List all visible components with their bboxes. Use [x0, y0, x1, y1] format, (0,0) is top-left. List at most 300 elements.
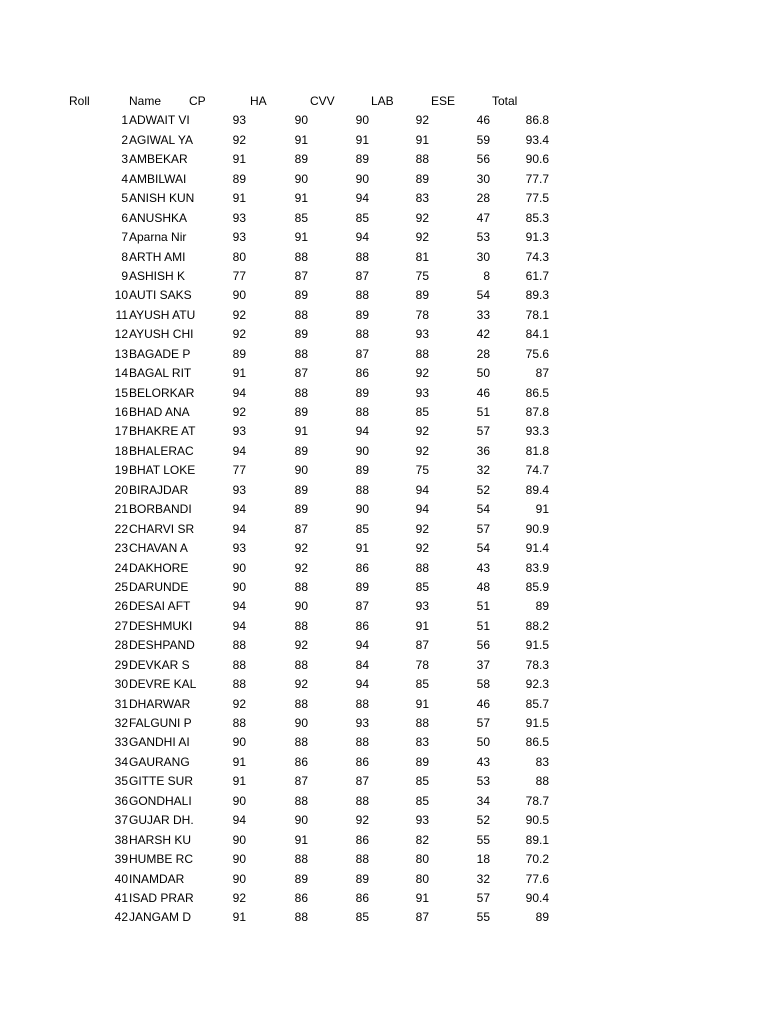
cell-name[interactable]: ANISH KUN [129, 191, 195, 206]
cell-cvv[interactable]: 90 [355, 171, 369, 186]
cell-total[interactable]: 70.2 [525, 852, 549, 867]
cell-ha[interactable]: 89 [294, 871, 308, 886]
cell-name[interactable]: AUTI SAKS [129, 288, 192, 303]
cell-cvv[interactable]: 87 [355, 599, 369, 614]
cell-lab[interactable]: 85 [415, 579, 429, 594]
cell-name[interactable]: GANDHI AI [129, 735, 190, 750]
cell-ese[interactable]: 54 [476, 541, 490, 556]
cell-cp[interactable]: 90 [232, 288, 246, 303]
cell-cp[interactable]: 88 [232, 677, 246, 692]
cell-total[interactable]: 85.3 [525, 210, 549, 225]
cell-total[interactable]: 75.6 [525, 346, 549, 361]
cell-cp[interactable]: 93 [232, 541, 246, 556]
cell-ha[interactable]: 89 [294, 152, 308, 167]
cell-cvv[interactable]: 88 [355, 482, 369, 497]
cell-cvv[interactable]: 88 [355, 735, 369, 750]
cell-roll[interactable]: 4 [121, 171, 128, 186]
cell-ha[interactable]: 89 [294, 327, 308, 342]
cell-cp[interactable]: 91 [232, 774, 246, 789]
cell-ese[interactable]: 8 [483, 268, 490, 283]
cell-lab[interactable]: 85 [415, 793, 429, 808]
cell-name[interactable]: BHALERAC [129, 443, 194, 458]
cell-roll[interactable]: 5 [121, 191, 128, 206]
cell-total[interactable]: 87 [535, 366, 549, 381]
cell-total[interactable]: 88.2 [525, 618, 549, 633]
cell-name[interactable]: HARSH KU [129, 832, 192, 847]
cell-ha[interactable]: 92 [294, 541, 308, 556]
header-total[interactable]: Total [492, 94, 518, 108]
cell-total[interactable]: 77.6 [525, 871, 549, 886]
header-cp[interactable]: CP [189, 94, 206, 108]
cell-cp[interactable]: 93 [232, 210, 246, 225]
cell-ese[interactable]: 55 [476, 832, 490, 847]
cell-total[interactable]: 83.9 [525, 560, 549, 575]
cell-roll[interactable]: 37 [114, 813, 128, 828]
cell-lab[interactable]: 93 [415, 813, 429, 828]
cell-ese[interactable]: 47 [476, 210, 490, 225]
cell-lab[interactable]: 78 [415, 657, 429, 672]
cell-lab[interactable]: 82 [415, 832, 429, 847]
cell-cvv[interactable]: 87 [355, 774, 369, 789]
cell-cp[interactable]: 89 [232, 171, 246, 186]
cell-ese[interactable]: 42 [476, 327, 490, 342]
cell-cp[interactable]: 90 [232, 871, 246, 886]
cell-roll[interactable]: 15 [114, 385, 128, 400]
cell-cp[interactable]: 90 [232, 560, 246, 575]
cell-cvv[interactable]: 89 [355, 871, 369, 886]
cell-total[interactable]: 86.8 [525, 113, 549, 128]
cell-ese[interactable]: 53 [476, 230, 490, 245]
cell-cp[interactable]: 91 [232, 152, 246, 167]
cell-cvv[interactable]: 85 [355, 210, 369, 225]
cell-ese[interactable]: 30 [476, 249, 490, 264]
cell-cp[interactable]: 80 [232, 249, 246, 264]
cell-roll[interactable]: 24 [114, 560, 128, 575]
cell-ese[interactable]: 37 [476, 657, 490, 672]
cell-ha[interactable]: 87 [294, 521, 308, 536]
cell-cp[interactable]: 88 [232, 657, 246, 672]
cell-name[interactable]: DESHMUKI [129, 618, 193, 633]
cell-cvv[interactable]: 86 [355, 890, 369, 905]
cell-total[interactable]: 93.4 [525, 132, 549, 147]
cell-total[interactable]: 61.7 [525, 268, 549, 283]
cell-cp[interactable]: 88 [232, 716, 246, 730]
cell-cvv[interactable]: 86 [355, 366, 369, 381]
cell-ese[interactable]: 33 [476, 307, 490, 322]
cell-cvv[interactable]: 87 [355, 346, 369, 361]
cell-cp[interactable]: 93 [232, 113, 246, 128]
cell-cp[interactable]: 92 [232, 405, 246, 419]
cell-ha[interactable]: 88 [294, 385, 308, 400]
cell-total[interactable]: 86.5 [525, 385, 549, 400]
cell-name[interactable]: DEVRE KAL [129, 677, 197, 692]
cell-roll[interactable]: 34 [114, 754, 128, 769]
cell-name[interactable]: DARUNDE [129, 579, 189, 594]
cell-cvv[interactable]: 89 [355, 385, 369, 400]
cell-cvv[interactable]: 86 [355, 832, 369, 847]
cell-cvv[interactable]: 88 [355, 249, 369, 264]
cell-name[interactable]: DAKHORE [129, 560, 189, 575]
cell-ese[interactable]: 48 [476, 579, 490, 594]
cell-ha[interactable]: 90 [294, 463, 308, 478]
cell-ese[interactable]: 57 [476, 521, 490, 536]
cell-ha[interactable]: 91 [294, 230, 308, 245]
cell-ha[interactable]: 88 [294, 579, 308, 594]
cell-roll[interactable]: 12 [114, 327, 128, 342]
cell-cp[interactable]: 77 [232, 463, 246, 478]
cell-cvv[interactable]: 93 [355, 716, 369, 730]
cell-roll[interactable]: 31 [114, 696, 128, 711]
cell-ha[interactable]: 91 [294, 424, 308, 439]
cell-name[interactable]: GUJAR DH. [129, 813, 194, 828]
cell-roll[interactable]: 42 [114, 910, 128, 925]
cell-roll[interactable]: 25 [114, 579, 128, 594]
cell-roll[interactable]: 33 [114, 735, 128, 750]
cell-lab[interactable]: 87 [415, 910, 429, 925]
cell-cvv[interactable]: 88 [355, 288, 369, 303]
cell-name[interactable]: AYUSH CHI [129, 327, 194, 342]
cell-roll[interactable]: 2 [121, 132, 128, 147]
cell-name[interactable]: ARTH AMI [129, 249, 186, 264]
cell-ha[interactable]: 92 [294, 677, 308, 692]
cell-roll[interactable]: 27 [114, 618, 128, 633]
cell-ese[interactable]: 50 [476, 366, 490, 381]
cell-ese[interactable]: 51 [476, 618, 490, 633]
cell-name[interactable]: DHARWAR [129, 696, 191, 711]
cell-ha[interactable]: 85 [294, 210, 308, 225]
cell-name[interactable]: CHARVI SR [129, 521, 195, 536]
cell-name[interactable]: BIRAJDAR [129, 482, 189, 497]
cell-lab[interactable]: 89 [415, 754, 429, 769]
cell-ese[interactable]: 46 [476, 113, 490, 128]
cell-total[interactable]: 91 [535, 502, 549, 517]
cell-roll[interactable]: 16 [114, 405, 128, 419]
cell-roll[interactable]: 35 [114, 774, 128, 789]
cell-lab[interactable]: 85 [415, 405, 429, 419]
cell-cvv[interactable]: 85 [355, 910, 369, 925]
cell-roll[interactable]: 23 [114, 541, 128, 556]
cell-cvv[interactable]: 94 [355, 638, 369, 653]
cell-roll[interactable]: 39 [114, 852, 128, 867]
cell-ha[interactable]: 90 [294, 113, 308, 128]
cell-cvv[interactable]: 86 [355, 560, 369, 575]
cell-cvv[interactable]: 84 [355, 657, 369, 672]
cell-cp[interactable]: 94 [232, 599, 246, 614]
cell-cvv[interactable]: 90 [355, 113, 369, 128]
cell-name[interactable]: BAGADE P [129, 346, 191, 361]
cell-total[interactable]: 83 [535, 754, 549, 769]
cell-cp[interactable]: 94 [232, 385, 246, 400]
cell-ha[interactable]: 88 [294, 735, 308, 750]
cell-lab[interactable]: 92 [415, 443, 429, 458]
cell-roll[interactable]: 14 [114, 366, 128, 381]
cell-ha[interactable]: 88 [294, 657, 308, 672]
cell-cp[interactable]: 90 [232, 832, 246, 847]
cell-lab[interactable]: 92 [415, 424, 429, 439]
cell-lab[interactable]: 94 [415, 482, 429, 497]
cell-lab[interactable]: 92 [415, 541, 429, 556]
cell-cvv[interactable]: 94 [355, 191, 369, 206]
cell-name[interactable]: DEVKAR S [129, 657, 190, 672]
cell-name[interactable]: AMBEKAR [129, 152, 188, 167]
cell-name[interactable]: CHAVAN A [129, 541, 188, 556]
cell-cp[interactable]: 91 [232, 191, 246, 206]
cell-total[interactable]: 91.5 [525, 638, 549, 653]
cell-total[interactable]: 86.5 [525, 735, 549, 750]
cell-cvv[interactable]: 86 [355, 618, 369, 633]
cell-name[interactable]: BHAT LOKE [129, 463, 196, 478]
cell-total[interactable]: 85.7 [525, 696, 549, 711]
cell-ha[interactable]: 89 [294, 288, 308, 303]
cell-ese[interactable]: 52 [476, 482, 490, 497]
cell-cp[interactable]: 93 [232, 230, 246, 245]
cell-roll[interactable]: 3 [121, 152, 128, 167]
cell-ese[interactable]: 30 [476, 171, 490, 186]
cell-total[interactable]: 89.1 [525, 832, 549, 847]
cell-roll[interactable]: 40 [114, 871, 128, 886]
cell-lab[interactable]: 80 [415, 871, 429, 886]
cell-total[interactable]: 90.6 [525, 152, 549, 167]
cell-ese[interactable]: 46 [476, 696, 490, 711]
cell-ha[interactable]: 87 [294, 774, 308, 789]
cell-lab[interactable]: 92 [415, 230, 429, 245]
cell-name[interactable]: GITTE SUR [129, 774, 194, 789]
cell-ese[interactable]: 54 [476, 288, 490, 303]
cell-cp[interactable]: 90 [232, 793, 246, 808]
cell-ha[interactable]: 91 [294, 832, 308, 847]
cell-cvv[interactable]: 89 [355, 307, 369, 322]
cell-ese[interactable]: 54 [476, 502, 490, 517]
cell-total[interactable]: 91.5 [525, 716, 549, 730]
cell-cp[interactable]: 88 [232, 638, 246, 653]
cell-lab[interactable]: 75 [415, 268, 429, 283]
cell-roll[interactable]: 9 [121, 268, 128, 283]
cell-lab[interactable]: 89 [415, 288, 429, 303]
cell-ha[interactable]: 87 [294, 366, 308, 381]
cell-total[interactable]: 74.7 [525, 463, 549, 478]
cell-cp[interactable]: 92 [232, 307, 246, 322]
header-ha[interactable]: HA [250, 94, 267, 108]
cell-name[interactable]: Aparna Nir [129, 230, 187, 245]
cell-cp[interactable]: 94 [232, 443, 246, 458]
cell-total[interactable]: 92.3 [525, 677, 549, 692]
cell-cp[interactable]: 94 [232, 521, 246, 536]
cell-roll[interactable]: 38 [114, 832, 128, 847]
cell-roll[interactable]: 18 [114, 443, 128, 458]
cell-total[interactable]: 85.9 [525, 579, 549, 594]
cell-roll[interactable]: 11 [115, 307, 128, 322]
cell-lab[interactable]: 75 [415, 463, 429, 478]
cell-lab[interactable]: 92 [415, 113, 429, 128]
cell-lab[interactable]: 83 [415, 191, 429, 206]
cell-total[interactable]: 78.1 [525, 307, 549, 322]
cell-total[interactable]: 77.5 [525, 191, 549, 206]
cell-ese[interactable]: 46 [476, 385, 490, 400]
cell-total[interactable]: 89 [535, 599, 549, 614]
cell-roll[interactable]: 41 [114, 890, 128, 905]
cell-cvv[interactable]: 88 [355, 696, 369, 711]
cell-total[interactable]: 90.4 [525, 890, 549, 905]
cell-roll[interactable]: 20 [114, 482, 128, 497]
cell-ha[interactable]: 92 [294, 560, 308, 575]
cell-total[interactable]: 81.8 [525, 443, 549, 458]
cell-cvv[interactable]: 92 [355, 813, 369, 828]
cell-name[interactable]: ASHISH K [129, 268, 186, 283]
cell-total[interactable]: 87.8 [525, 405, 549, 419]
cell-ha[interactable]: 88 [294, 307, 308, 322]
cell-ese[interactable]: 55 [476, 910, 490, 925]
cell-cp[interactable]: 92 [232, 132, 246, 147]
cell-roll[interactable]: 28 [114, 638, 128, 653]
cell-cvv[interactable]: 89 [355, 579, 369, 594]
cell-ha[interactable]: 88 [294, 249, 308, 264]
cell-ese[interactable]: 51 [476, 599, 490, 614]
cell-ese[interactable]: 34 [476, 793, 490, 808]
cell-roll[interactable]: 17 [114, 424, 128, 439]
cell-name[interactable]: AGIWAL YA [129, 132, 194, 147]
cell-cvv[interactable]: 88 [355, 852, 369, 867]
cell-ese[interactable]: 58 [476, 677, 490, 692]
cell-cvv[interactable]: 94 [355, 230, 369, 245]
cell-lab[interactable]: 89 [415, 171, 429, 186]
cell-ese[interactable]: 50 [476, 735, 490, 750]
cell-cp[interactable]: 94 [232, 618, 246, 633]
cell-ese[interactable]: 18 [476, 852, 490, 867]
cell-cp[interactable]: 77 [232, 268, 246, 283]
cell-cvv[interactable]: 85 [355, 521, 369, 536]
cell-roll[interactable]: 6 [121, 210, 128, 225]
cell-ha[interactable]: 88 [294, 910, 308, 925]
cell-lab[interactable]: 88 [415, 716, 429, 730]
cell-lab[interactable]: 93 [415, 599, 429, 614]
cell-roll[interactable]: 22 [114, 521, 128, 536]
header-lab[interactable]: LAB [371, 94, 394, 108]
cell-roll[interactable]: 7 [121, 230, 128, 245]
cell-cvv[interactable]: 88 [355, 405, 369, 419]
cell-total[interactable]: 78.3 [525, 657, 549, 672]
cell-cp[interactable]: 90 [232, 852, 246, 867]
cell-roll[interactable]: 10 [114, 288, 128, 303]
cell-ese[interactable]: 53 [476, 774, 490, 789]
header-ese[interactable]: ESE [431, 94, 456, 108]
cell-cvv[interactable]: 88 [355, 327, 369, 342]
cell-roll[interactable]: 21 [114, 502, 128, 517]
cell-name[interactable]: ISAD PRAR [129, 890, 194, 905]
cell-lab[interactable]: 92 [415, 366, 429, 381]
cell-name[interactable]: JANGAM D [129, 910, 192, 925]
cell-ha[interactable]: 90 [294, 716, 308, 730]
cell-cvv[interactable]: 94 [355, 424, 369, 439]
cell-ese[interactable]: 36 [476, 443, 490, 458]
cell-lab[interactable]: 91 [415, 890, 429, 905]
cell-roll[interactable]: 32 [114, 716, 128, 730]
cell-roll[interactable]: 13 [114, 346, 128, 361]
cell-ha[interactable]: 87 [294, 268, 308, 283]
cell-lab[interactable]: 92 [415, 521, 429, 536]
cell-name[interactable]: DESHPAND [129, 638, 195, 653]
cell-total[interactable]: 78.7 [525, 793, 549, 808]
cell-total[interactable]: 84.1 [525, 327, 549, 342]
cell-roll[interactable]: 36 [114, 793, 128, 808]
cell-cvv[interactable]: 94 [355, 677, 369, 692]
cell-name[interactable]: INAMDAR [129, 871, 185, 886]
cell-total[interactable]: 77.7 [525, 171, 549, 186]
cell-cp[interactable]: 92 [232, 327, 246, 342]
cell-ha[interactable]: 86 [294, 754, 308, 769]
cell-lab[interactable]: 85 [415, 774, 429, 789]
cell-lab[interactable]: 81 [415, 249, 429, 264]
cell-total[interactable]: 93.3 [525, 424, 549, 439]
cell-cvv[interactable]: 89 [355, 463, 369, 478]
cell-cvv[interactable]: 89 [355, 152, 369, 167]
cell-lab[interactable]: 78 [415, 307, 429, 322]
cell-ha[interactable]: 90 [294, 171, 308, 186]
cell-ha[interactable]: 91 [294, 132, 308, 147]
cell-ese[interactable]: 52 [476, 813, 490, 828]
cell-total[interactable]: 91.3 [525, 230, 549, 245]
cell-ha[interactable]: 88 [294, 793, 308, 808]
cell-name[interactable]: BELORKAR [129, 385, 195, 400]
cell-ha[interactable]: 89 [294, 502, 308, 517]
cell-ha[interactable]: 91 [294, 191, 308, 206]
cell-cp[interactable]: 92 [232, 696, 246, 711]
cell-cp[interactable]: 90 [232, 579, 246, 594]
cell-ha[interactable]: 89 [294, 482, 308, 497]
cell-ese[interactable]: 57 [476, 424, 490, 439]
cell-name[interactable]: FALGUNI P [129, 716, 192, 730]
cell-ha[interactable]: 92 [294, 638, 308, 653]
cell-ha[interactable]: 88 [294, 696, 308, 711]
cell-ha[interactable]: 86 [294, 890, 308, 905]
cell-total[interactable]: 89.3 [525, 288, 549, 303]
cell-name[interactable]: DESAI AFT [129, 599, 191, 614]
cell-roll[interactable]: 30 [114, 677, 128, 692]
cell-cvv[interactable]: 87 [355, 268, 369, 283]
cell-lab[interactable]: 88 [415, 346, 429, 361]
cell-lab[interactable]: 94 [415, 502, 429, 517]
cell-ese[interactable]: 28 [476, 191, 490, 206]
cell-ha[interactable]: 90 [294, 813, 308, 828]
cell-total[interactable]: 90.5 [525, 813, 549, 828]
cell-ha[interactable]: 88 [294, 346, 308, 361]
cell-total[interactable]: 89.4 [525, 482, 549, 497]
cell-lab[interactable]: 80 [415, 852, 429, 867]
header-name[interactable]: Name [129, 94, 162, 108]
cell-cp[interactable]: 94 [232, 813, 246, 828]
cell-roll[interactable]: 29 [114, 657, 128, 672]
cell-name[interactable]: HUMBE RC [129, 852, 194, 867]
cell-total[interactable]: 74.3 [525, 249, 549, 264]
cell-name[interactable]: AMBILWAI [129, 171, 187, 186]
cell-lab[interactable]: 92 [415, 210, 429, 225]
cell-cp[interactable]: 90 [232, 735, 246, 750]
cell-ese[interactable]: 28 [476, 346, 490, 361]
cell-cp[interactable]: 93 [232, 424, 246, 439]
cell-cp[interactable]: 94 [232, 502, 246, 517]
cell-roll[interactable]: 8 [121, 249, 128, 264]
cell-cp[interactable]: 92 [232, 890, 246, 905]
cell-cvv[interactable]: 86 [355, 754, 369, 769]
cell-name[interactable]: BHAKRE AT [129, 424, 196, 439]
cell-lab[interactable]: 91 [415, 618, 429, 633]
cell-ese[interactable]: 51 [476, 405, 490, 419]
cell-lab[interactable]: 83 [415, 735, 429, 750]
cell-cvv[interactable]: 91 [355, 541, 369, 556]
cell-lab[interactable]: 91 [415, 132, 429, 147]
cell-name[interactable]: ADWAIT VI [129, 113, 190, 128]
cell-ha[interactable]: 88 [294, 618, 308, 633]
cell-cp[interactable]: 91 [232, 910, 246, 925]
